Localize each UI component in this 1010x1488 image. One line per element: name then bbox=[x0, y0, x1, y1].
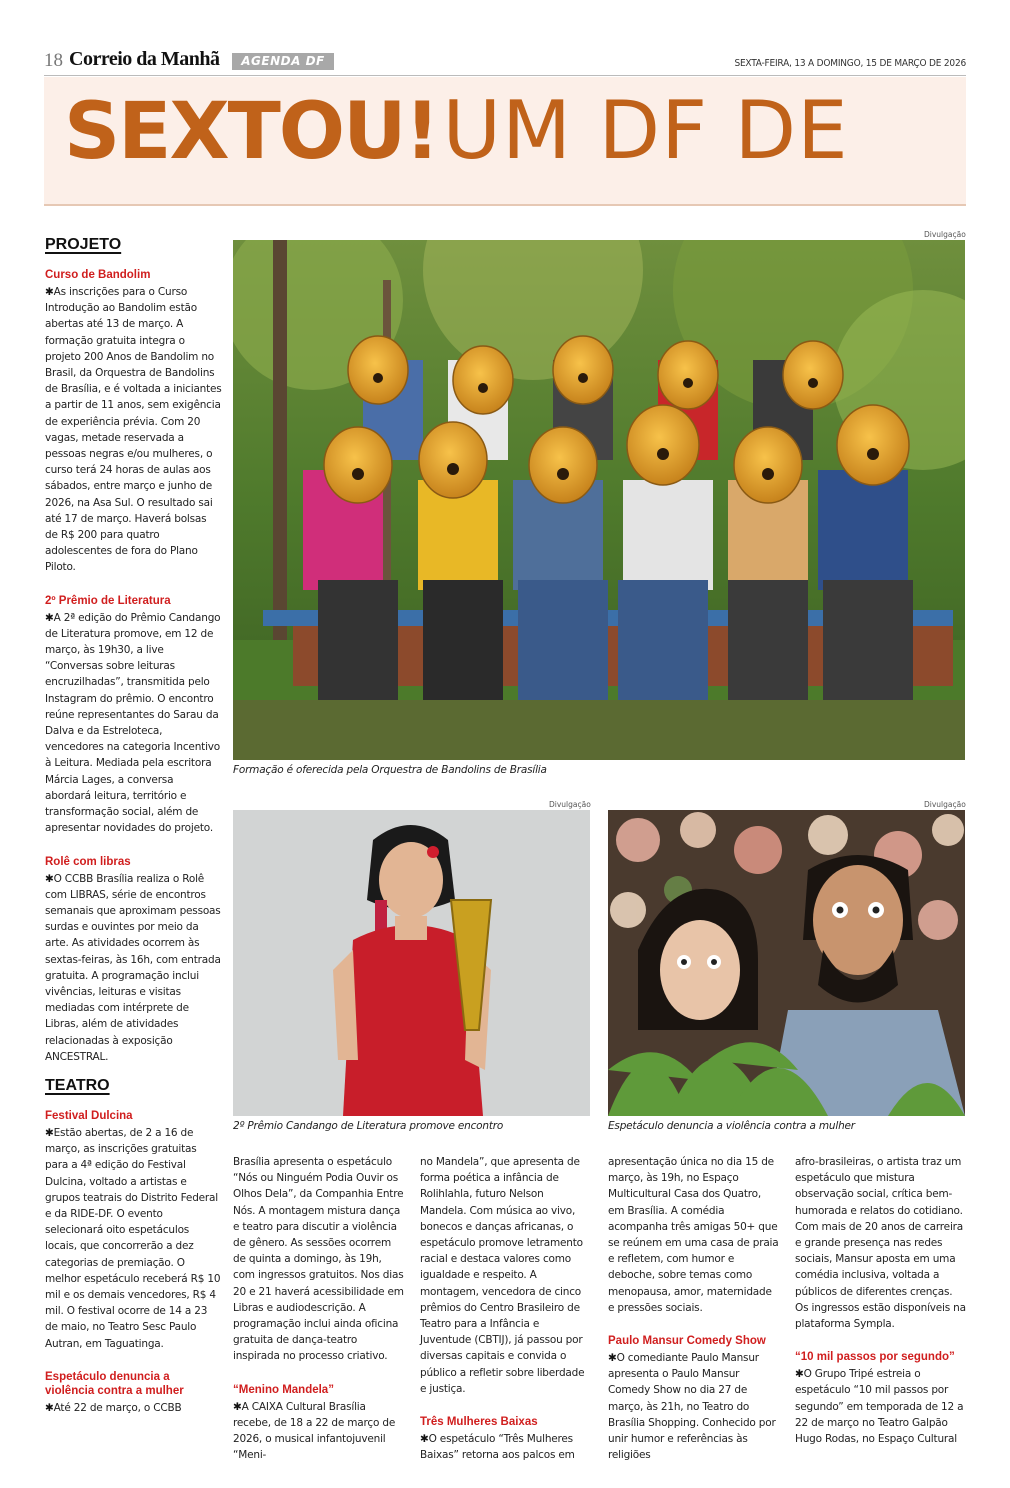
asterisk-icon: ✱ bbox=[420, 1433, 429, 1446]
column-text: ✱A CAIXA Cultural Brasília recebe, de 18 a 22 de março de 2026, o musical infantojuvenil “Meni- bbox=[233, 1400, 396, 1462]
column-text: no Mandela”, que apresenta de forma poética a infância de Rolihlahla, futuro Nelson Mandela. Com música ao vivo, bonecos e danças africanas, o espetáculo promove letramento racial e destaca valores como igualdade e respeito. A montagem, vencedora de cinco prêmios do Centro Brasileiro de Teatro para a Infância e Juventude (CBTIJ), já passou por diversas capitais e convida o público a refletir sobre liberdade e justiça. bbox=[420, 1156, 585, 1395]
item-title: Festival Dulcina bbox=[45, 1109, 133, 1122]
asterisk-icon: ✱ bbox=[45, 872, 54, 885]
asterisk-icon: ✱ bbox=[233, 1400, 242, 1413]
photo-credit: Divulgação bbox=[924, 230, 966, 239]
text-column-2 bbox=[420, 1154, 592, 1463]
left-photo bbox=[233, 810, 590, 1116]
asterisk-icon: ✱ bbox=[45, 1401, 54, 1414]
dateline: SEXTA-FEIRA, 13 A DOMINGO, 15 DE MARÇO DE 2026 bbox=[734, 58, 966, 69]
headline-light: UM DF DE bbox=[442, 84, 849, 177]
item-text: ✱Até 22 de março, o CCBB bbox=[45, 1401, 182, 1414]
item-text: ✱Estão abertas, de 2 a 16 de março, as inscrições gratuitas para a 4ª edição do Festival Dulcina, voltado a artistas e grupos teatrais do Distrito Federal e da RIDE-DF. O evento selecionará oito espetáculos locais, que concorrerão a dez categorias de premiação. O melhor espetáculo receberá R$ 10 mil e os demais vencedores, R$ 4 mil. O festival ocorre de 14 a 23 de maio, no Teatro Sesc Paulo Autran, em Taguatinga. bbox=[45, 1126, 221, 1350]
page-number: 18 bbox=[44, 50, 63, 71]
sidebar-column bbox=[45, 236, 222, 1416]
section-heading-teatro: TEATRO bbox=[45, 1076, 110, 1094]
item-title: “10 mil passos por segundo” bbox=[795, 1351, 955, 1364]
main-photo-caption: Formação é oferecida pela Orquestra de Bandolins de Brasília bbox=[233, 764, 547, 776]
main-photo bbox=[233, 240, 965, 760]
column-text: ✱O Grupo Tripé estreia o espetáculo “10 mil passos por segundo” em temporada de 12 a 22 de março no Teatro Galpão Hugo Rodas, no Espaço Cultural bbox=[795, 1368, 964, 1446]
asterisk-icon: ✱ bbox=[608, 1352, 617, 1365]
item-title: 2º Prêmio de Literatura bbox=[45, 594, 171, 607]
asterisk-icon: ✱ bbox=[45, 286, 54, 298]
headline-bold: SEXTOU! bbox=[64, 87, 439, 177]
actors-photo-illustration bbox=[608, 810, 965, 1116]
item-text: ✱As inscrições para o Curso Introdução ao Bandolim estão abertas até 13 de março. A formação gratuita integra o projeto 200 Anos de Bandolim no Brasil, da Orquestra de Bandolins de Brasília, e é voltada a iniciantes a partir de 11 anos, sem exigência de experiência prévia. Com 20 vagas, metade reservada a pessoas negras e/ou mulheres, o curso terá 24 horas de aulas aos sábados, entre março e junho de 2026, na Asa Sul. O resultado sai até 17 de março. Haverá bolsas de R$ 200 para quatro adolescentes de fora do Plano Piloto. bbox=[45, 286, 222, 574]
text-column-3 bbox=[608, 1154, 780, 1463]
item-text: ✱O CCBB Brasília realiza o Rolê com LIBRAS, série de encontros semanais que aproximam pessoas surdas e ouvintes por meio da arte. As atividades ocorrem às sextas-feiras, às 16h, com entrada gratuita. A programação inclui vivências, leituras e visitas mediadas com intérprete de Libras, além de atividades relacionadas à exposição ANCESTRAL. bbox=[45, 872, 221, 1063]
orchestra-photo-illustration bbox=[233, 240, 965, 760]
asterisk-icon: ✱ bbox=[45, 1126, 54, 1139]
headline-banner bbox=[44, 77, 966, 206]
right-photo-caption: Espetáculo denuncia a violência contra a mulher bbox=[608, 1120, 855, 1132]
headline bbox=[64, 84, 849, 177]
left-photo-caption: 2º Prêmio Candango de Literatura promove encontro bbox=[233, 1120, 504, 1132]
page-header bbox=[44, 50, 966, 74]
item-title: “Menino Mandela” bbox=[233, 1383, 334, 1396]
photo-credit: Divulgação bbox=[924, 800, 966, 809]
right-photo bbox=[608, 810, 965, 1116]
item-title: Rolê com libras bbox=[45, 855, 131, 868]
column-text: ✱O comediante Paulo Mansur apresenta o Paulo Mansur Comedy Show no dia 27 de março, às 21h, no Teatro do Brasília Shopping. Conhecido por unir humor e referências às religiões bbox=[608, 1352, 776, 1462]
item-title: Paulo Mansur Comedy Show bbox=[608, 1335, 766, 1348]
item-title: Espetáculo denuncia a violência contra a mulher bbox=[45, 1370, 184, 1397]
author-photo-illustration bbox=[233, 810, 590, 1116]
column-text: apresentação única no dia 15 de março, às 19h, no Espaço Multicultural Casa dos Quatro, em Brasília. A comédia acompanha três amigas 50+ que se reúnem em uma casa de praia e refletem, com humor e deboche, sobre temas como menopausa, amor, maternidade e pressões sociais. bbox=[608, 1156, 779, 1314]
text-column-1 bbox=[233, 1154, 405, 1463]
column-text: Brasília apresenta o espetáculo “Nós ou Ninguém Podia Ouvir os Olhos Dela”, da Companhia Entre Nós. A montagem mistura dança e teatro para discutir a violência de gênero. As sessões ocorrem de quinta a domingo, às 19h, com ingressos gratuitos. Nos dias 20 e 21 haverá acessibilidade em Libras e audiodescrição. A programação inclui ainda oficina gratuita de dança-teatro inspirada no processo criativo. bbox=[233, 1156, 404, 1363]
column-text: afro-brasileiras, o artista traz um espetáculo que mistura observação social, crítica bem-humorada e relatos do cotidiano. Com mais de 20 anos de carreira e grande presença nas redes sociais, Mansur aposta em uma comédia inclusiva, voltada a públicos de diferentes crenças. Os ingressos estão disponíveis na plataforma Sympla. bbox=[795, 1156, 966, 1331]
section-tag: AGENDA DF bbox=[232, 53, 334, 70]
asterisk-icon: ✱ bbox=[795, 1368, 804, 1381]
header-divider bbox=[44, 75, 966, 76]
text-column-4 bbox=[795, 1154, 967, 1447]
section-heading-projeto: PROJETO bbox=[45, 236, 122, 253]
masthead-logo: Correio da Manhã bbox=[69, 48, 220, 70]
asterisk-icon: ✱ bbox=[45, 611, 54, 624]
item-title: Curso de Bandolim bbox=[45, 269, 151, 281]
item-text: ✱A 2ª edição do Prêmio Candango de Literatura promove, em 12 de março, às 19h30, a live “Conversas sobre leituras encruzilhadas”, transmitida pelo Instagram do prêmio. O encontro reúne representantes do Sarau da Dalva e da Estreloteca, vencedores na categoria Incentivo à Leitura. Mediada pela escritora Márcia Lages, a conversa abordará leitura, território e transformação social, além de apresentar novidades do projeto. bbox=[45, 611, 221, 835]
item-title: Três Mulheres Baixas bbox=[420, 1416, 538, 1429]
column-text: ✱O espetáculo “Três Mulheres Baixas” retorna aos palcos em bbox=[420, 1433, 575, 1462]
photo-credit: Divulgação bbox=[549, 800, 591, 809]
